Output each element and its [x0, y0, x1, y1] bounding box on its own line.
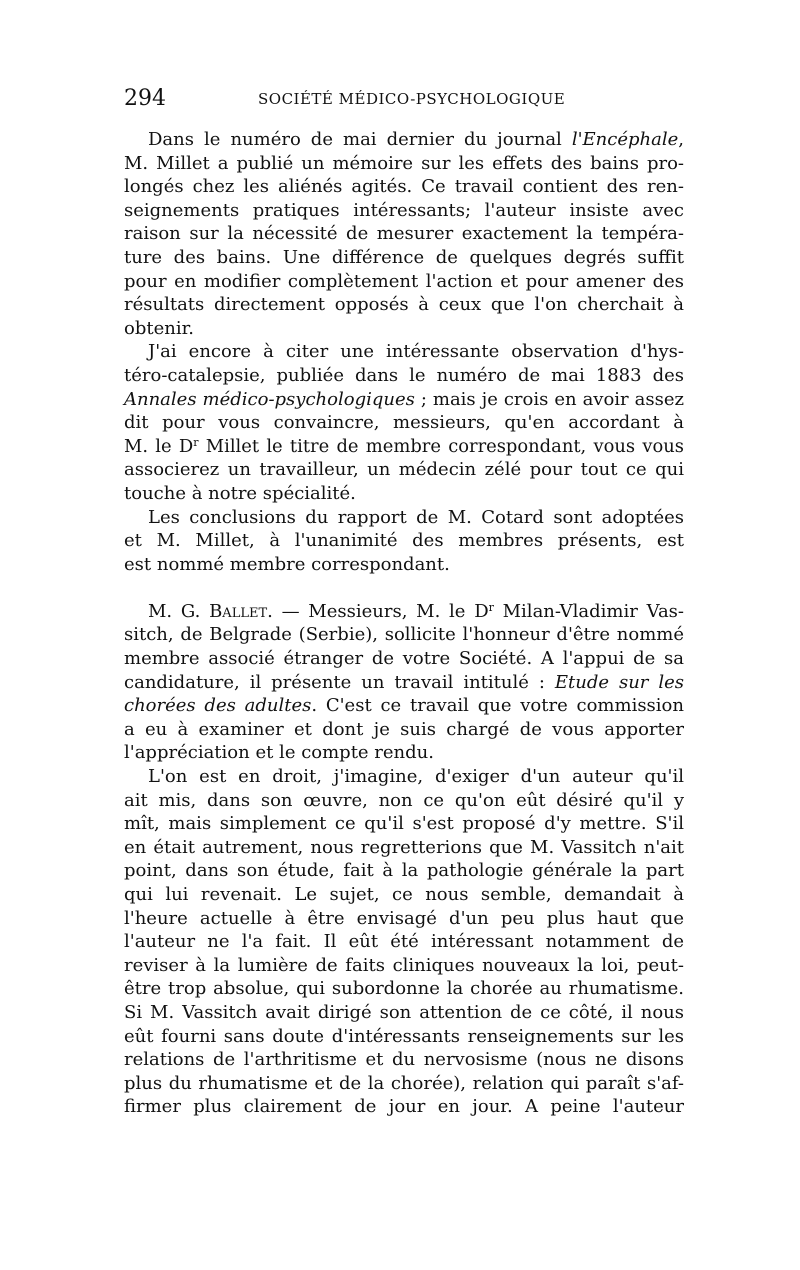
text-segment: M. Millet a publié un mémoire sur les effets des bains pro-: [124, 152, 684, 174]
text-segment: raison sur la nécessité de mesurer exactement la tempéra-: [124, 223, 684, 245]
text-segment: l'auteur ne l'a fait. Il eût été intéressant notamment de: [124, 931, 684, 953]
text-line: [124, 954, 684, 978]
text-segment: ; mais je crois en avoir assez: [414, 388, 684, 410]
page-number: 294: [124, 86, 166, 111]
text-line: [124, 246, 684, 270]
text-line: [124, 623, 684, 647]
text-segment: Ballet: [209, 600, 268, 622]
text-segment: L'on est en droit, j'imagine, d'exiger d'un auteur qu'il: [148, 766, 684, 788]
body-text: [124, 128, 684, 1119]
text-line: [124, 741, 684, 765]
text-line: [124, 789, 684, 813]
italic-text: Annales médico-psychologiques: [124, 388, 415, 410]
text-line: [124, 411, 684, 435]
text-line: [124, 765, 684, 789]
text-segment: point, dans son étude, fait à la pathologie générale la part: [124, 860, 684, 882]
text-segment: Dans le numéro de mai dernier du journal: [148, 129, 572, 150]
text-line: [124, 317, 684, 341]
text-segment: est nommé membre correspondant.: [124, 553, 450, 575]
text-line: [124, 529, 684, 553]
text-line: [124, 883, 684, 907]
text-line: [124, 1025, 684, 1049]
text-segment: ,: [678, 129, 684, 150]
text-segment: en était autrement, nous regretterions que M. Vassitch n'ait: [124, 836, 684, 858]
superscript-text: r: [488, 600, 494, 614]
text-line: [124, 340, 684, 364]
text-line: [124, 482, 684, 506]
text-segment: obtenir.: [124, 317, 194, 339]
text-line: [124, 506, 684, 530]
section-gap: [124, 576, 684, 600]
text-segment: longés chez les aliénés agités. Ce travail contient des ren-: [124, 176, 684, 198]
text-line: [124, 553, 684, 577]
text-segment: M. G.: [148, 600, 210, 622]
text-line: [124, 175, 684, 199]
text-segment: résultats directement opposés à ceux que l'on cherchait à: [124, 294, 684, 316]
text-line: [124, 199, 684, 223]
text-segment: mît, mais simplement ce qu'il s'est proposé d'y mettre. S'il: [124, 813, 684, 835]
text-segment: ait mis, dans son œuvre, non ce qu'on eût désiré qu'il y: [124, 789, 684, 811]
text-segment: Les conclusions du rapport de M. Cotard sont adoptées: [148, 506, 684, 528]
italic-text: chorées des adultes: [124, 695, 312, 717]
text-line: [124, 647, 684, 671]
text-line: [124, 1095, 684, 1119]
text-line: [124, 435, 684, 459]
text-line: [124, 1001, 684, 1025]
text-line: [124, 128, 684, 152]
text-line: [124, 222, 684, 246]
text-segment: l'appréciation et le compte rendu.: [124, 742, 434, 764]
text-segment: relations de l'arthritisme et du nervosisme (nous ne disons: [124, 1049, 684, 1071]
text-line: [124, 270, 684, 294]
text-segment: M. le D: [124, 435, 194, 457]
text-line: [124, 364, 684, 388]
text-segment: ture des bains. Une différence de quelques degrés suffit: [124, 246, 684, 268]
text-line: [124, 600, 684, 624]
page-header: [0, 84, 800, 114]
text-segment: . — Messieurs, M. le D: [267, 600, 489, 622]
text-segment: téro-catalepsie, publiée dans le numéro de mai 1883 des: [124, 364, 684, 386]
text-segment: reviser à la lumière de faits cliniques nouveaux la loi, peut-: [124, 954, 684, 976]
text-segment: sitch, de Belgrade (Serbie), sollicite l'honneur d'être nommé: [124, 624, 684, 646]
superscript-text: r: [193, 435, 199, 449]
text-segment: dit pour vous convaincre, messieurs, qu'en accordant à: [124, 412, 684, 434]
text-line: [124, 1048, 684, 1072]
text-segment: firmer plus clairement de jour en jour. A peine l'auteur: [124, 1096, 684, 1118]
text-line: [124, 718, 684, 742]
text-line: [124, 977, 684, 1001]
text-line: [124, 812, 684, 836]
text-segment: candidature, il présente un travail intitulé :: [124, 671, 555, 693]
text-segment: a eu à examiner et dont je suis chargé de vous apporter: [124, 718, 684, 740]
text-segment: et M. Millet, à l'unanimité des membres présents, est: [124, 530, 684, 552]
text-segment: pour en modifier complètement l'action et pour amener des: [124, 270, 684, 292]
text-line: [124, 859, 684, 883]
text-line: [124, 152, 684, 176]
text-segment: Milan-Vladimir Vas-: [493, 600, 684, 622]
text-segment: Millet le titre de membre correspondant, vous vous: [198, 435, 684, 457]
text-line: [124, 930, 684, 954]
text-segment: . C'est ce travail que votre commission: [311, 695, 684, 717]
text-line: [124, 1072, 684, 1096]
text-segment: qui lui revenait. Le sujet, ce nous semble, demandait à: [124, 884, 684, 905]
text-line: [124, 836, 684, 860]
text-segment: l'heure actuelle à être envisagé d'un peu plus haut que: [124, 907, 684, 929]
text-line: [124, 694, 684, 718]
italic-text: Etude sur les: [554, 671, 684, 693]
text-line: [124, 293, 684, 317]
text-line: [124, 671, 684, 695]
text-line: [124, 458, 684, 482]
text-segment: touche à notre spécialité.: [124, 482, 356, 504]
italic-text: l'Encéphale: [571, 129, 679, 150]
text-line: [124, 907, 684, 931]
text-segment: être trop absolue, qui subordonne la chorée au rhumatisme.: [124, 978, 684, 1000]
text-segment: J'ai encore à citer une intéressante observation d'hys-: [148, 341, 684, 363]
text-segment: seignements pratiques intéressants; l'auteur insiste avec: [124, 199, 684, 221]
text-segment: Si M. Vassitch avait dirigé son attention de ce côté, il nous: [124, 1001, 684, 1023]
text-segment: associerez un travailleur, un médecin zélé pour tout ce qui: [124, 459, 684, 481]
text-segment: eût fourni sans doute d'intéressants renseignements sur les: [124, 1025, 684, 1047]
text-line: [124, 388, 684, 412]
running-title: SOCIÉTÉ MÉDICO-PSYCHOLOGIQUE: [258, 90, 566, 108]
text-segment: plus du rhumatisme et de la chorée), relation qui paraît s'af-: [124, 1072, 684, 1094]
text-segment: membre associé étranger de votre Société. A l'appui de sa: [124, 648, 684, 670]
